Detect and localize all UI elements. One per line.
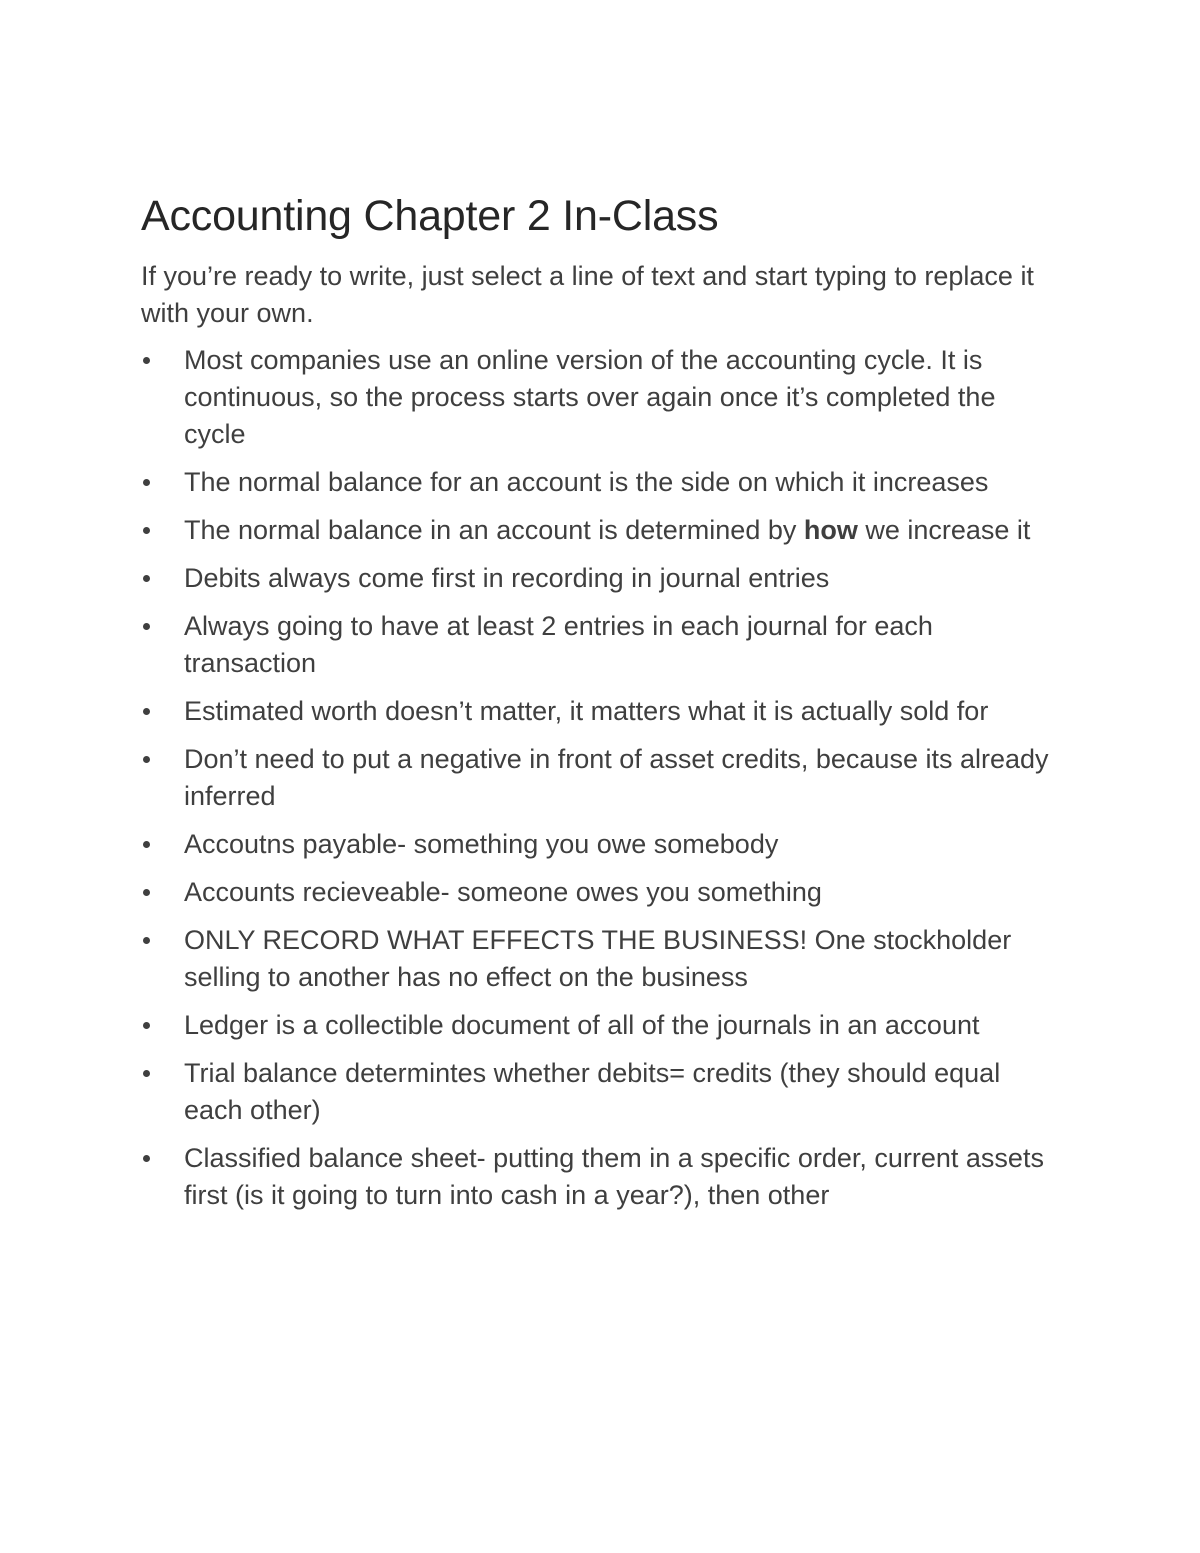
bullet-list bbox=[141, 342, 1061, 1214]
bullet-icon bbox=[143, 357, 150, 364]
document-title[interactable]: Accounting Chapter 2 In-Class bbox=[141, 192, 719, 240]
bullet-text: Always going to have at least 2 entries in each journal for each transaction bbox=[184, 611, 933, 678]
bullet-icon bbox=[143, 708, 150, 715]
bullet-text: The normal balance for an account is the side on which it increases bbox=[184, 467, 989, 497]
bullet-text: Most companies use an online version of the accounting cycle. It is continuous, so the process starts over again once it’s completed the cycle bbox=[184, 345, 996, 449]
bullet-item[interactable] bbox=[141, 1007, 1061, 1044]
bullet-icon bbox=[143, 1155, 150, 1162]
bullet-icon bbox=[143, 623, 150, 630]
bullet-text: Classified balance sheet- putting them in a specific order, current assets first (is it going to turn into cash in a year?), then other bbox=[184, 1143, 1044, 1210]
bullet-icon bbox=[143, 756, 150, 763]
bullet-text: Debits always come first in recording in journal entries bbox=[184, 563, 830, 593]
bullet-text: Accoutns payable- something you owe somebody bbox=[184, 829, 779, 859]
bullet-bold-word: how bbox=[803, 515, 858, 545]
bullet-item[interactable] bbox=[141, 464, 1061, 501]
bullet-text: ONLY RECORD WHAT EFFECTS THE BUSINESS! One stockholder selling to another has no effect on the business bbox=[184, 925, 1012, 992]
bullet-item[interactable] bbox=[141, 922, 1061, 996]
bullet-item[interactable] bbox=[141, 826, 1061, 863]
bullet-text-start: The normal balance in an account is determined by bbox=[184, 515, 804, 545]
bullet-item[interactable] bbox=[141, 342, 1061, 453]
bullet-item[interactable] bbox=[141, 560, 1061, 597]
bullet-item[interactable] bbox=[141, 874, 1061, 911]
intro-paragraph[interactable]: If you’re ready to write, just select a line of text and start typing to replace it with your own. bbox=[141, 261, 1034, 328]
document-body bbox=[141, 190, 1061, 1225]
bullet-icon bbox=[143, 937, 150, 944]
bullet-item[interactable] bbox=[141, 1055, 1061, 1129]
bullet-icon bbox=[143, 575, 150, 582]
bullet-item[interactable] bbox=[141, 1140, 1061, 1214]
bullet-icon bbox=[143, 841, 150, 848]
bullet-item[interactable] bbox=[141, 693, 1061, 730]
bullet-icon bbox=[143, 527, 150, 534]
bullet-text: Ledger is a collectible document of all of the journals in an account bbox=[184, 1010, 980, 1040]
bullet-item[interactable] bbox=[141, 608, 1061, 682]
bullet-item[interactable] bbox=[141, 512, 1061, 549]
bullet-text: Accounts recieveable- someone owes you something bbox=[184, 877, 822, 907]
bullet-text: Trial balance determintes whether debits= credits (they should equal each other) bbox=[184, 1058, 1001, 1125]
bullet-icon bbox=[143, 479, 150, 486]
bullet-icon bbox=[143, 1070, 150, 1077]
bullet-text-end: we increase it bbox=[857, 515, 1031, 545]
bullet-text: Don’t need to put a negative in front of asset credits, because its already inferred bbox=[184, 744, 1049, 811]
bullet-item[interactable] bbox=[141, 741, 1061, 815]
bullet-icon bbox=[143, 1022, 150, 1029]
bullet-icon bbox=[143, 889, 150, 896]
bullet-text: Estimated worth doesn’t matter, it matters what it is actually sold for bbox=[184, 696, 989, 726]
